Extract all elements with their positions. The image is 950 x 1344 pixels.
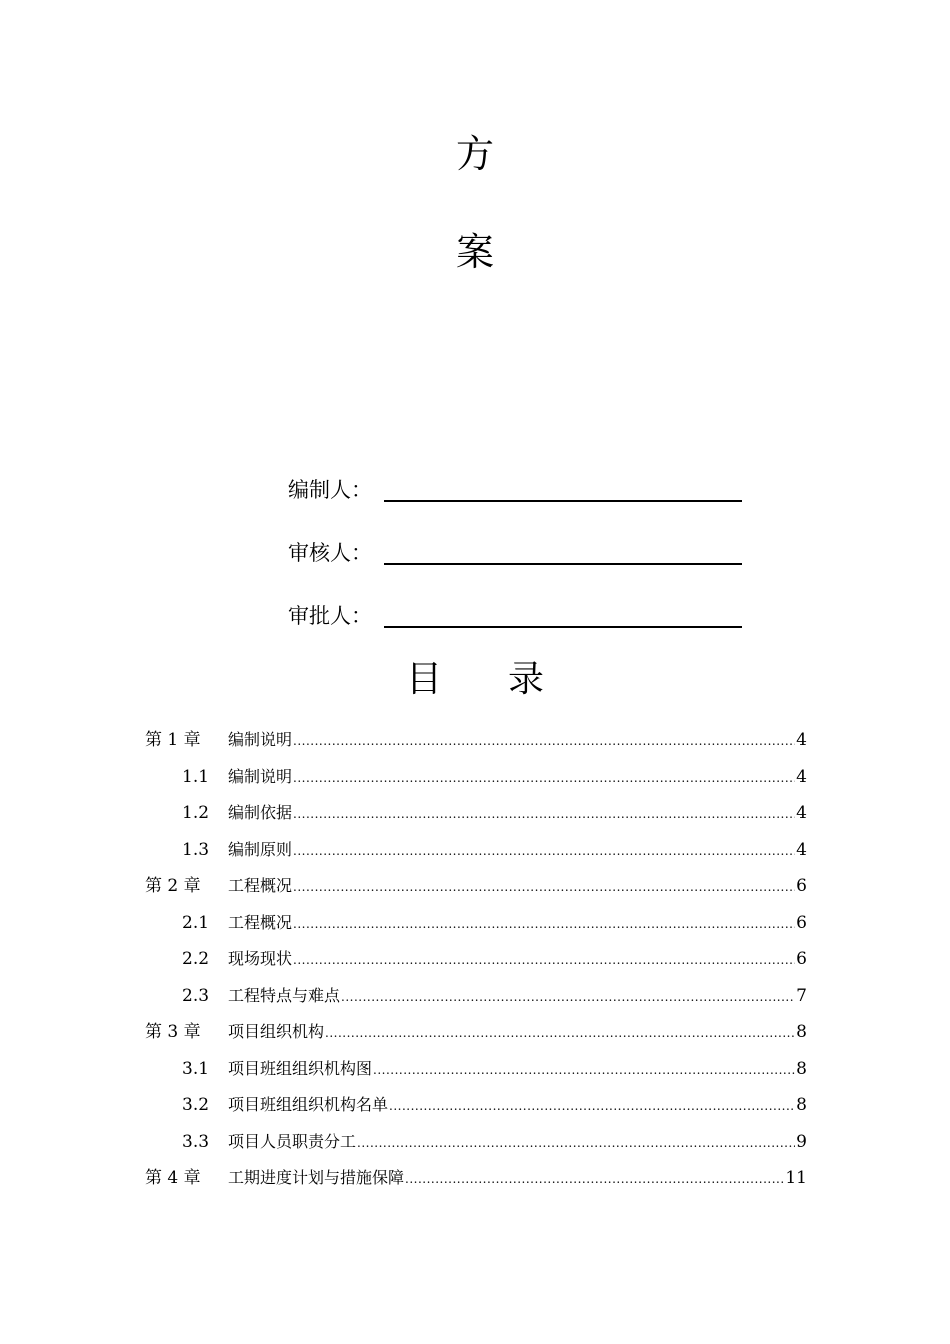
toc-entry-page: 9 <box>796 1131 807 1152</box>
toc-entry-number: 2.1 <box>182 912 210 933</box>
toc-entry-3-1[interactable] <box>145 1051 807 1088</box>
toc-entry-title: 项目班组组织机构图 <box>228 1058 373 1078</box>
toc-entry-page: 8 <box>796 1022 807 1042</box>
toc-entry-title: 项目班组组织机构名单 <box>228 1095 389 1114</box>
toc-entry-2-3[interactable] <box>145 978 807 1015</box>
toc-entry-chapter-1[interactable] <box>145 722 807 759</box>
toc-entry-title: 编制原则 <box>228 839 293 859</box>
toc-entry-2-2[interactable] <box>145 941 807 978</box>
toc-entry-number: 第 4 章 <box>145 1168 201 1188</box>
toc-entry-number: 1.2 <box>182 803 210 823</box>
toc-dot-leader <box>341 979 795 1016</box>
toc-dot-leader <box>389 1088 795 1125</box>
compiler-label: 编制人： <box>288 478 372 502</box>
toc-dot-leader <box>293 833 795 870</box>
toc-entry-1-2[interactable] <box>145 795 807 832</box>
cover-title-char-1: 方 <box>455 132 494 176</box>
toc-dot-leader <box>293 760 795 797</box>
toc-entry-page: 6 <box>796 912 807 933</box>
toc-entry-title: 编制依据 <box>228 803 293 822</box>
toc-dot-leader <box>293 906 795 943</box>
toc-entry-3-3[interactable] <box>145 1124 807 1161</box>
toc-entry-1-3[interactable] <box>145 832 807 869</box>
toc-entry-number: 3.3 <box>182 1131 210 1152</box>
toc-entry-page: 8 <box>796 1058 807 1079</box>
toc-entry-page: 6 <box>796 876 807 896</box>
toc-entry-number: 3.2 <box>182 1095 210 1115</box>
toc-entry-title: 工程概况 <box>228 876 293 895</box>
toc-entry-title: 工程特点与难点 <box>228 985 341 1005</box>
toc-dot-leader <box>373 1052 795 1089</box>
reviewer-label: 审核人： <box>288 541 372 565</box>
toc-entry-number: 3.1 <box>182 1058 210 1079</box>
toc-entry-chapter-3[interactable] <box>145 1014 807 1051</box>
toc-entry-chapter-4[interactable] <box>145 1160 807 1197</box>
toc-entry-number: 第 3 章 <box>145 1022 201 1042</box>
toc-dot-leader <box>293 796 795 833</box>
table-of-contents <box>145 722 807 1197</box>
toc-dot-leader <box>405 1161 784 1198</box>
toc-entry-1-1[interactable] <box>145 759 807 796</box>
toc-entry-page: 11 <box>785 1168 807 1188</box>
compiler-signature-line <box>384 474 742 502</box>
toc-entry-number: 1.1 <box>182 766 210 787</box>
toc-entry-number: 2.3 <box>182 985 210 1006</box>
toc-entry-page: 4 <box>796 839 807 860</box>
toc-heading-right: 录 <box>508 659 545 700</box>
toc-entry-title: 工期进度计划与措施保障 <box>228 1168 405 1187</box>
toc-entry-page: 4 <box>796 730 807 750</box>
toc-entry-number: 2.2 <box>182 949 210 969</box>
cover-title-char-2: 案 <box>455 230 494 274</box>
approver-signature-line <box>384 600 742 628</box>
toc-entry-title: 工程概况 <box>228 912 293 932</box>
signature-row-compiler <box>288 472 742 504</box>
signature-row-approver <box>288 598 742 630</box>
toc-entry-number: 1.3 <box>182 839 210 860</box>
approver-label: 审批人： <box>288 604 372 628</box>
toc-dot-leader <box>293 869 795 906</box>
toc-entry-chapter-2[interactable] <box>145 868 807 905</box>
toc-entry-title: 现场现状 <box>228 949 293 968</box>
toc-heading <box>0 658 950 702</box>
toc-entry-number: 第 2 章 <box>145 876 201 896</box>
signature-row-reviewer <box>288 535 742 567</box>
toc-entry-page: 4 <box>796 803 807 823</box>
toc-entry-page: 8 <box>796 1095 807 1115</box>
toc-dot-leader <box>293 942 795 979</box>
toc-entry-title: 项目组织机构 <box>228 1022 325 1041</box>
toc-entry-title: 编制说明 <box>228 766 293 786</box>
toc-dot-leader <box>357 1125 795 1162</box>
toc-entry-3-2[interactable] <box>145 1087 807 1124</box>
toc-entry-title: 编制说明 <box>228 730 293 749</box>
toc-entry-title: 项目人员职责分工 <box>228 1131 357 1151</box>
toc-entry-page: 7 <box>796 985 807 1006</box>
toc-dot-leader <box>293 723 795 760</box>
toc-entry-number: 第 1 章 <box>145 730 201 750</box>
toc-entry-page: 6 <box>796 949 807 969</box>
toc-heading-left: 目 <box>405 659 442 700</box>
toc-dot-leader <box>325 1015 795 1052</box>
toc-entry-2-1[interactable] <box>145 905 807 942</box>
toc-entry-page: 4 <box>796 766 807 787</box>
reviewer-signature-line <box>384 537 742 565</box>
